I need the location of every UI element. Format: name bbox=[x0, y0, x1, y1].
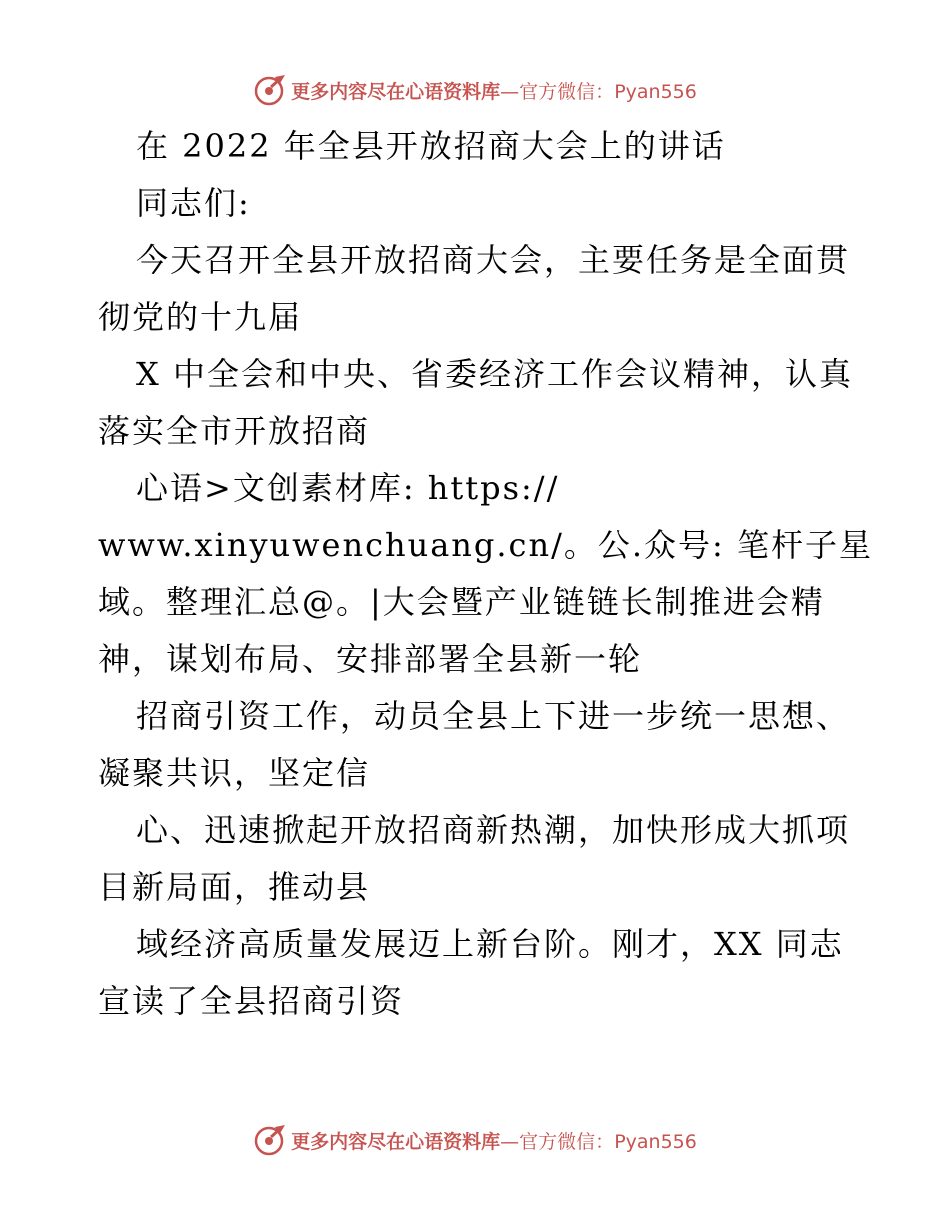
text-line: www.xinyuwenchuang.cn/。公.众号: 笔杆子星 bbox=[98, 526, 873, 564]
banner-text bbox=[291, 77, 697, 104]
footer-banner bbox=[0, 1120, 950, 1160]
text-line: 神，谋划布局、安排部署全县新一轮 bbox=[98, 640, 643, 678]
text-line: 凝聚共识，坚定信 bbox=[98, 754, 371, 792]
text-line: 目新局面，推动县 bbox=[98, 868, 371, 906]
pen-logo-icon bbox=[253, 1123, 287, 1157]
banner-wechat-label: 官方微信： bbox=[519, 1130, 615, 1153]
pen-logo-icon bbox=[253, 73, 287, 107]
text-line: 宣读了全县招商引资 bbox=[98, 982, 405, 1020]
banner-dash: — bbox=[500, 1130, 520, 1153]
document-title: 在 2022 年全县开放招商大会上的讲话 bbox=[136, 127, 726, 165]
salutation: 同志们: bbox=[136, 184, 251, 222]
banner-wechat-id: Pyan556 bbox=[614, 80, 697, 103]
banner-main-text: 更多内容尽在心语资料库 bbox=[291, 1130, 501, 1153]
text-line: 落实全市开放招商 bbox=[98, 412, 371, 450]
banner-main-text: 更多内容尽在心语资料库 bbox=[291, 80, 501, 103]
header-banner bbox=[0, 70, 950, 110]
text-line: 心语>文创素材库: https:// bbox=[136, 469, 560, 507]
text-line: 域经济高质量发展迈上新台阶。刚才，XX 同志 bbox=[136, 925, 844, 963]
banner-text bbox=[291, 1127, 697, 1154]
text-line: 彻党的十九届 bbox=[98, 298, 303, 336]
banner-wechat-id: Pyan556 bbox=[614, 1130, 697, 1153]
text-line: 域。整理汇总@。|大会暨产业链链长制推进会精 bbox=[98, 583, 825, 621]
text-line: 心、迅速掀起开放招商新热潮，加快形成大抓项 bbox=[136, 811, 851, 849]
document-body bbox=[98, 118, 873, 1030]
banner-wechat-label: 官方微信： bbox=[519, 80, 615, 103]
banner-dash: — bbox=[500, 80, 520, 103]
text-line: 今天召开全县开放招商大会，主要任务是全面贯 bbox=[136, 241, 851, 279]
text-line: 招商引资工作，动员全县上下进一步统一思想、 bbox=[136, 697, 851, 735]
text-line: X 中全会和中央、省委经济工作会议精神，认真 bbox=[136, 355, 853, 393]
